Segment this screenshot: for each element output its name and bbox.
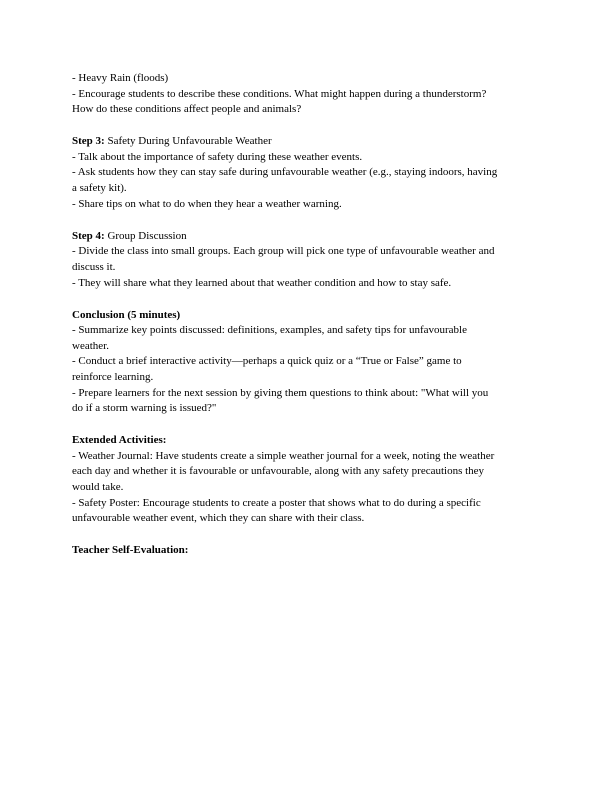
document-page [72,71,548,559]
extended-activities-heading: Extended Activities: [72,434,167,447]
extended-activities-line: each day and whether it is favourable or unfavourable, along with any safety precautions they [72,465,485,478]
intro-line: How do these conditions affect people and animals? [72,103,302,116]
step3-line: - Share tips on what to do when they hear a weather warning. [72,197,342,210]
extended-activities-section [72,433,548,527]
step4-line: - Divide the class into small groups. Each group will pick one type of unfavourable weather and [72,245,495,258]
conclusion-line: do if a storm warning is issued?" [72,402,217,415]
conclusion-line: - Summarize key points discussed: definitions, examples, and safety tips for unfavourable [72,324,467,337]
self-evaluation-section [72,543,548,559]
step3-title: Safety During Unfavourable Weather [104,135,272,148]
intro-line: - Encourage students to describe these conditions. What might happen during a thunderstorm? [72,87,487,100]
extended-activities-line: would take. [72,481,124,494]
conclusion-section [72,308,548,417]
step3-line: a safety kit). [72,182,127,195]
step4-section [72,229,548,291]
step4-title: Group Discussion [104,229,187,242]
step3-line: - Ask students how they can stay safe during unfavourable weather (e.g., staying indoors, having [72,166,498,179]
step4-line: - They will share what they learned about that weather condition and how to stay safe. [72,276,452,289]
self-evaluation-heading: Teacher Self-Evaluation: [72,544,189,557]
section-spacer [72,291,548,308]
conclusion-line: - Conduct a brief interactive activity—perhaps a quick quiz or a “True or False” game to [72,355,462,368]
conclusion-heading: Conclusion (5 minutes) [72,308,181,321]
extended-activities-line: unfavourable weather event, which they can share with their class. [72,512,365,525]
conclusion-line: reinforce learning. [72,371,154,383]
section-spacer [72,212,548,229]
extended-activities-line: - Weather Journal: Have students create a simple weather journal for a week, noting the weather [72,449,495,462]
section-spacer [72,417,548,434]
extended-activities-line: - Safety Poster: Encourage students to create a poster that shows what to do during a specific [72,496,481,509]
conclusion-line: - Prepare learners for the next session by giving them questions to think about: "What will you [72,386,489,399]
section-spacer [72,118,548,135]
step3-section [72,134,548,212]
step3-heading [72,134,548,150]
intro-section [72,71,548,118]
step4-label: Step 4: [72,229,105,242]
step4-line: discuss it. [72,260,116,273]
intro-line: - Heavy Rain (floods) [72,72,169,84]
step4-heading [72,229,548,245]
step3-line: - Talk about the importance of safety during these weather events. [72,150,363,163]
section-spacer [72,527,548,544]
step3-label: Step 3: [72,135,105,148]
conclusion-line: weather. [72,339,109,352]
